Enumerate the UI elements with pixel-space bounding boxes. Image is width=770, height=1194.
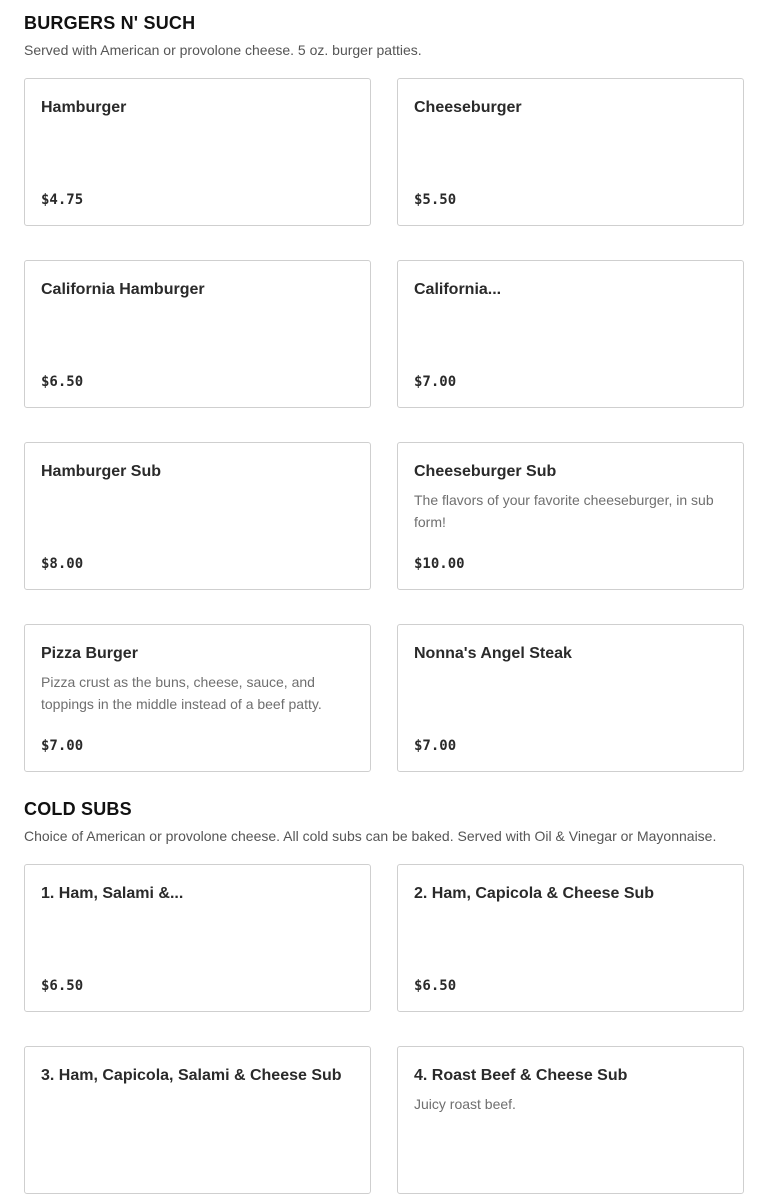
- menu-item-name: Pizza Burger: [41, 645, 138, 662]
- menu-item-price: $7.00: [414, 374, 457, 390]
- menu-item-card[interactable]: [397, 442, 744, 590]
- menu-item-card[interactable]: [24, 78, 371, 226]
- menu-item-card[interactable]: [397, 624, 744, 772]
- section-title: COLD SUBS: [24, 799, 132, 819]
- menu-item-price: $7.00: [414, 738, 457, 754]
- menu-item-name: 1. Ham, Salami &...: [41, 885, 184, 902]
- menu-item-card[interactable]: [24, 260, 371, 408]
- menu-item-description: Pizza crust as the buns, cheese, sauce, and toppings in the middle instead of a beef patty.: [41, 674, 322, 712]
- menu-item-name: Cheeseburger Sub: [414, 463, 557, 480]
- menu-item-card[interactable]: [24, 624, 371, 772]
- menu-item-price: $5.50: [414, 192, 457, 208]
- menu-item-price: $8.00: [41, 556, 84, 572]
- menu-item-card[interactable]: [397, 864, 744, 1012]
- menu-item-price: $6.50: [41, 374, 84, 390]
- menu-item-name: 3. Ham, Capicola, Salami & Cheese Sub: [41, 1067, 342, 1084]
- menu-item-name: California Hamburger: [41, 281, 205, 298]
- menu-item-name: Nonna's Angel Steak: [414, 645, 572, 662]
- menu-item-price: $7.00: [41, 738, 84, 754]
- menu-item-card[interactable]: [397, 78, 744, 226]
- menu-item-price: $6.50: [41, 978, 84, 994]
- menu-item-name: 2. Ham, Capicola & Cheese Sub: [414, 885, 655, 902]
- menu-item-name: Hamburger Sub: [41, 463, 162, 480]
- menu-item-card[interactable]: [24, 1046, 371, 1194]
- menu-item-name: Hamburger: [41, 99, 127, 116]
- menu-item-price: $10.00: [414, 556, 465, 572]
- menu-item-card[interactable]: [397, 260, 744, 408]
- menu-item-name: Cheeseburger: [414, 99, 522, 116]
- menu-item-card[interactable]: [397, 1046, 744, 1194]
- menu-item-name: California...: [414, 281, 502, 298]
- menu-item-name: 4. Roast Beef & Cheese Sub: [414, 1067, 628, 1084]
- section-description: Served with American or provolone cheese. 5 oz. burger patties.: [24, 42, 422, 58]
- menu-item-description: The flavors of your favorite cheeseburger, in sub form!: [414, 492, 714, 530]
- menu-section-burgers: [24, 12, 746, 754]
- menu-item-description: Juicy roast beef.: [414, 1096, 516, 1112]
- menu-item-price: $6.50: [414, 978, 457, 994]
- menu-section-cold-subs: [24, 798, 746, 1112]
- menu-item-card[interactable]: [24, 442, 371, 590]
- section-description: Choice of American or provolone cheese. All cold subs can be baked. Served with Oil & Vinegar or Mayonnaise.: [24, 828, 717, 844]
- menu-item-card[interactable]: [24, 864, 371, 1012]
- section-title: BURGERS N' SUCH: [24, 13, 196, 33]
- menu-item-price: $4.75: [41, 192, 84, 208]
